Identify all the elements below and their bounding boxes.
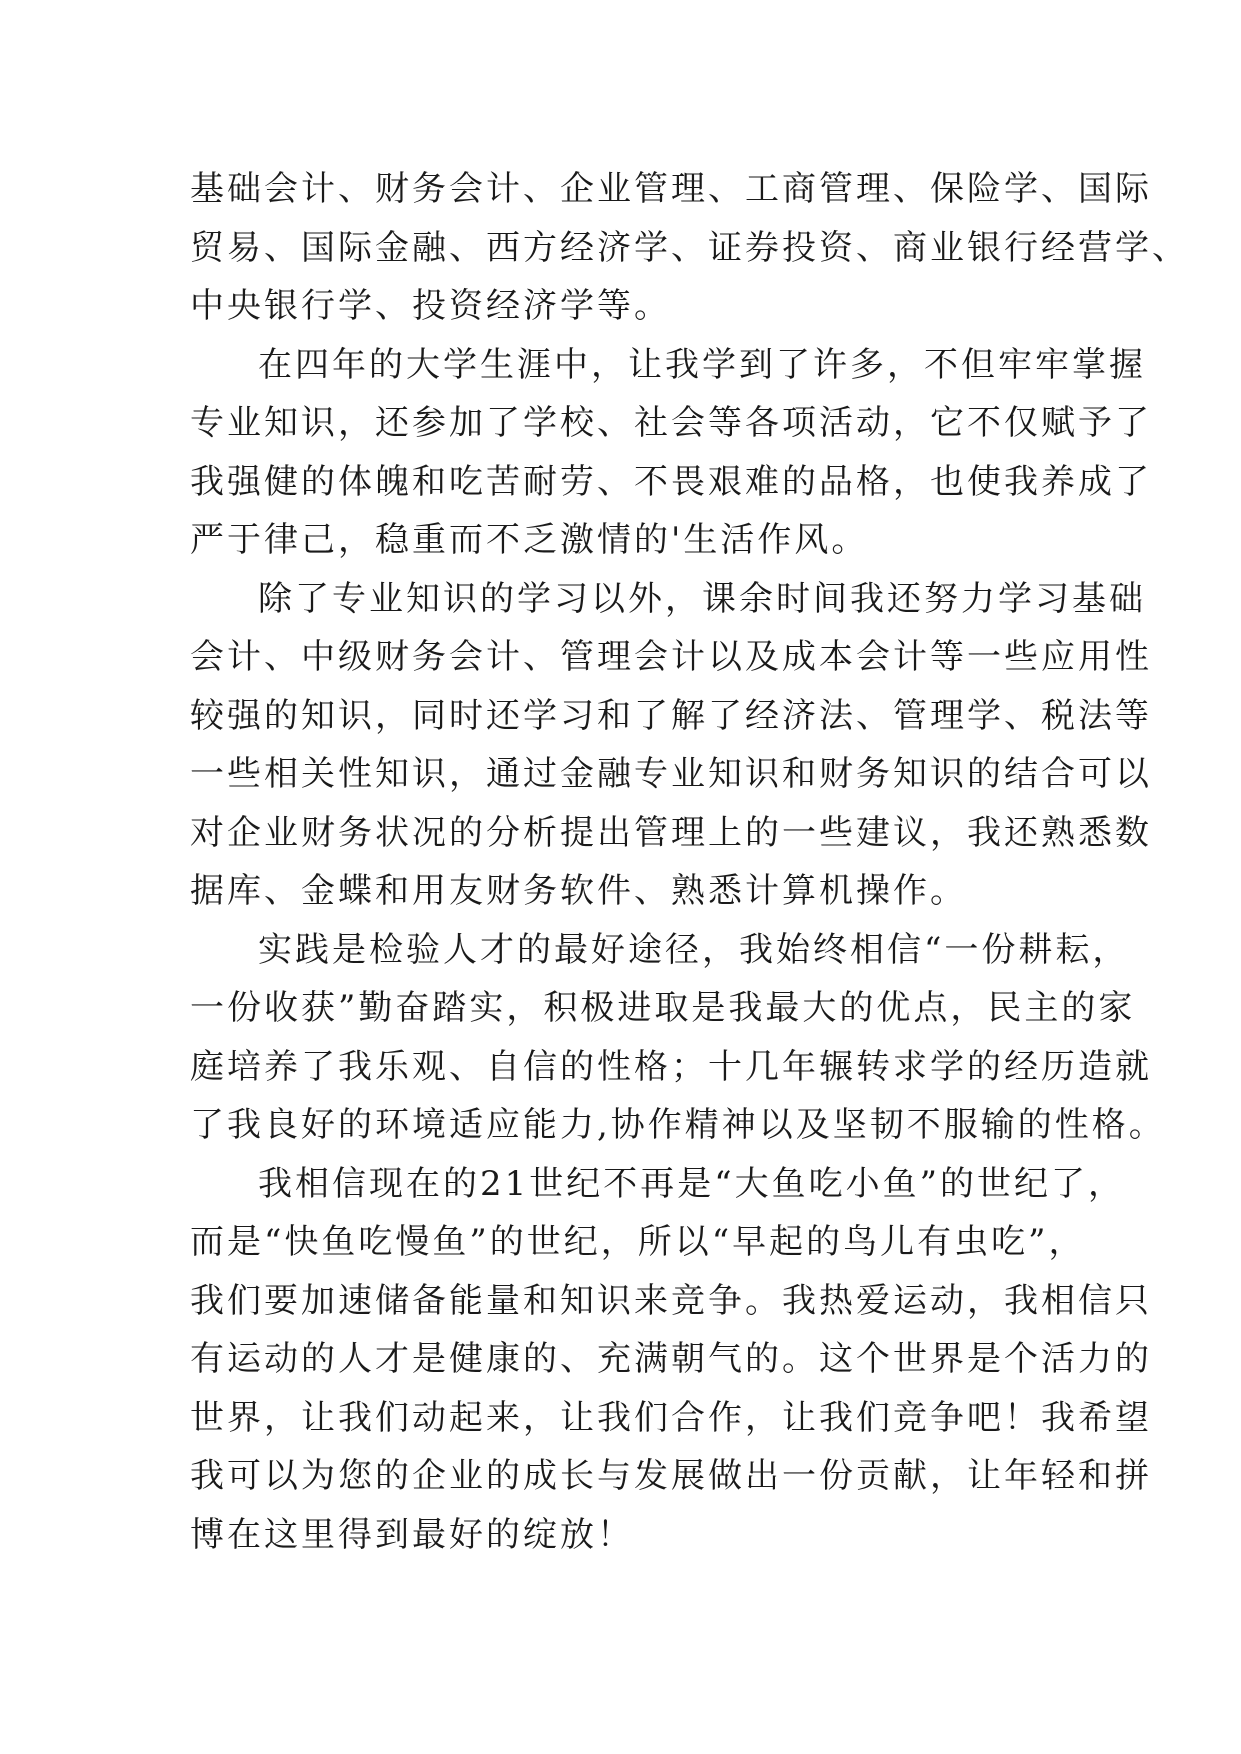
text-line: 世界，让我们动起来，让我们合作，让我们竞争吧！我希望 — [190, 1397, 1152, 1438]
text-line: 基础会计、财务会计、企业管理、工商管理、保险学、国际 — [190, 169, 1152, 209]
text-line: 专业知识，还参加了学校、社会等各项活动，它不仅赋予了 — [190, 403, 1152, 443]
text-line: 中央银行学、投资经济学等。 — [190, 286, 671, 326]
text-line: 较强的知识，同时还学习和了解了经济法、管理学、税法等 — [190, 695, 1152, 736]
text-line: 除了专业知识的学习以外，课余时间我还努力学习基础 — [258, 578, 1146, 619]
text-line: 有运动的人才是健康的、充满朝气的。这个世界是个活力的 — [190, 1339, 1152, 1379]
text-line: 对企业财务状况的分析提出管理上的一些建议，我还熟悉数 — [190, 812, 1152, 853]
text-line: 博在这里得到最好的绽放！ — [190, 1514, 634, 1555]
text-line: 据库、金蝶和用友财务软件、熟悉计算机操作。 — [190, 871, 967, 911]
text-line: 我可以为您的企业的成长与发展做出一份贡献，让年轻和拼 — [190, 1456, 1152, 1496]
text-line: 实践是检验人才的最好途径，我始终相信“一份耕耘， — [258, 929, 1130, 970]
text-line: 我相信现在的21世纪不再是“大鱼吃小鱼”的世纪了， — [258, 1163, 1126, 1204]
text-line: 庭培养了我乐观、自信的性格；十几年辗转求学的经历造就 — [190, 1046, 1152, 1087]
text-line: 我们要加速储备能量和知识来竞争。我热爱运动，我相信只 — [190, 1280, 1152, 1321]
text-line: 会计、中级财务会计、管理会计以及成本会计等一些应用性 — [190, 637, 1152, 677]
text-line: 一份收获”勤奋踏实，积极进取是我最大的优点，民主的家 — [190, 988, 1136, 1028]
text-line: 了我良好的环境适应能力,协作精神以及坚韧不服输的性格。 — [190, 1105, 1166, 1145]
text-line: 而是“快鱼吃慢鱼”的世纪，所以“早起的鸟儿有虫吃”， — [190, 1222, 1086, 1262]
body-text — [190, 160, 1189, 1564]
text-line: 贸易、国际金融、西方经济学、证券投资、商业银行经营学、 — [190, 227, 1189, 268]
text-line: 在四年的大学生涯中，让我学到了许多，不但牢牢掌握 — [258, 344, 1146, 385]
text-line: 严于律己，稳重而不乏激情的'生活作风。 — [190, 520, 869, 560]
text-line: 一些相关性知识，通过金融专业知识和财务知识的结合可以 — [190, 754, 1152, 794]
text-line: 我强健的体魄和吃苦耐劳、不畏艰难的品格，也使我养成了 — [190, 461, 1152, 502]
